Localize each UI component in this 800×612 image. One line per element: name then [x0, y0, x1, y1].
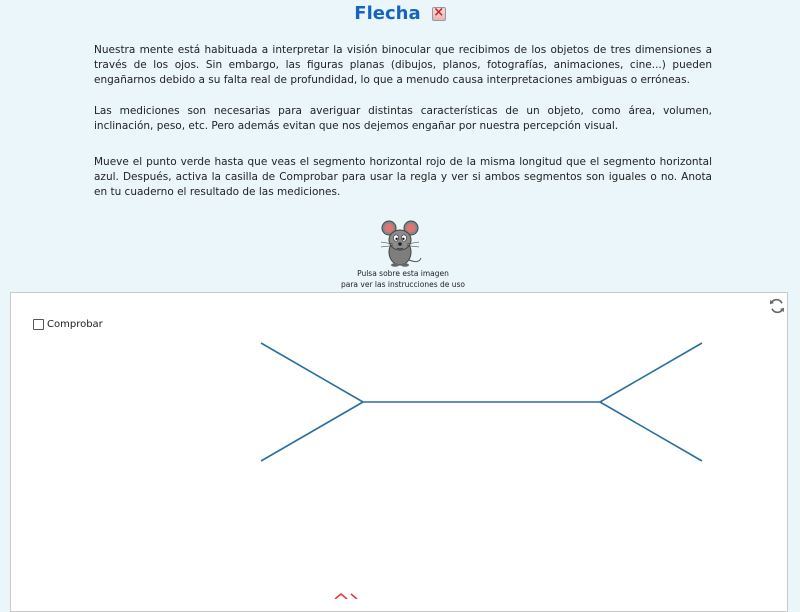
measurement-paragraph: Las mediciones son necesarias para averiguar distintas características de un objeto, como área, volumen, inclinación, peso, etc. Pero además evitan que nos dejemos engañar por nuestra percepción visual. [94, 105, 712, 132]
mouse-mascot-icon[interactable] [373, 220, 427, 268]
mascot-caption-line2: para ver las instrucciones de uso [340, 280, 466, 289]
title-row [0, 2, 800, 28]
geometry-applet[interactable] [10, 292, 788, 612]
close-icon[interactable]: × [433, 5, 445, 20]
page-title: Flecha [354, 3, 421, 24]
comprobar-label: Comprobar [47, 318, 103, 330]
mascot-caption-line1: Pulsa sobre esta imagen [357, 269, 449, 278]
instructions-paragraph: Mueve el punto verde hasta que veas el segmento horizontal rojo de la misma longitud que el segmento horizontal azul. Después, activa la casilla de Comprobar para usar la regla y ver si ambos segmentos son iguales o no. Anota en tu cuaderno el resultado de las mediciones. [94, 156, 712, 198]
right-lower-fin [600, 402, 702, 461]
arrow-illusion-figure [11, 293, 789, 599]
right-upper-fin [600, 343, 702, 402]
left-upper-fin [261, 343, 363, 402]
mascot-caption [300, 268, 506, 290]
intro-paragraph: Nuestra mente está habituada a interpretar la visión binocular que recibimos de los objetos de tres dimensiones a través de los ojos. Sin embargo, las figuras planas (dibujos, planos, fotografías, animaciones, cine...) pueden engañarnos debido a su falta real de profundidad, lo que a menudo causa interpretaciones ambiguas o erróneas. [94, 44, 712, 86]
left-lower-fin [261, 402, 363, 461]
red-segment-marker [335, 594, 357, 599]
